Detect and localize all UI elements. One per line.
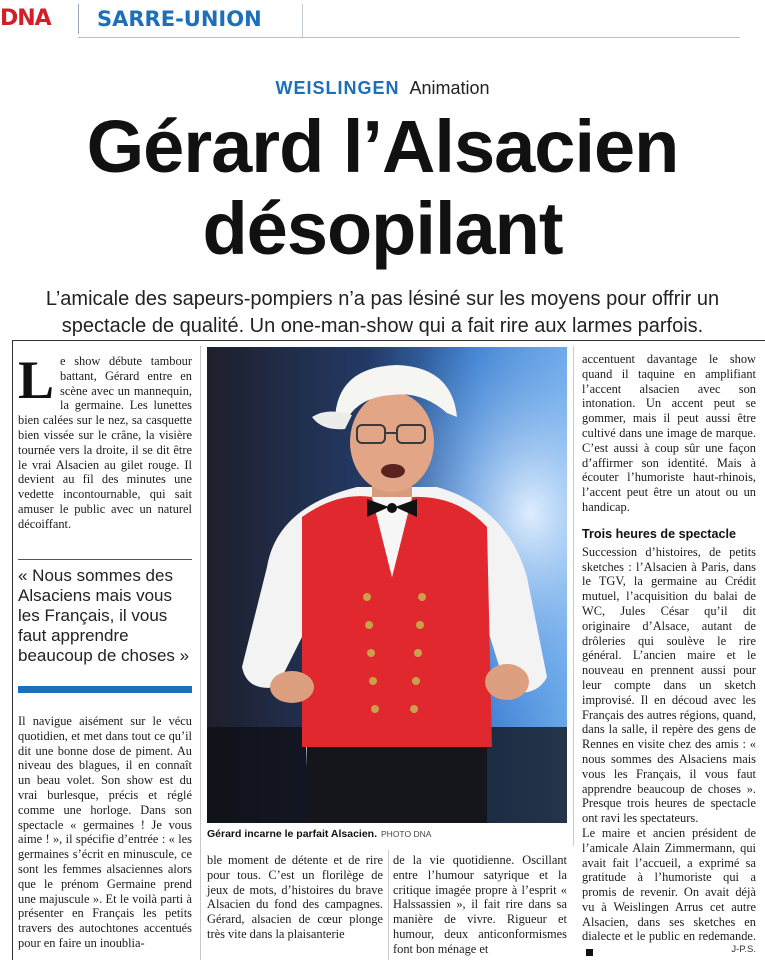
paragraph-6: Succession d’histoires, de petits sketches : l’Alsacien à Paris, dans le TGV, la germaine au Crédit mutuel, l’acquisition du balai de WC, Jules César qu’il dit originaire d’Alsace, autant de drôleries qui soulève le rire général. L’ancien maire et le nouveau en prennent aussi pour leur compte dans un sketch improvisé. Il en découd avec les Français des autres régions, quand, dans la salle, il repère des gens de Rennes en visite chez des amis : « nous sommes des Alsaciens mais vous les Français, il vous faut apprendre beaucoup de choses ». Presque trois heures de spectacle ont ravi les spectateurs.: [582, 544, 756, 826]
end-mark-icon: [586, 949, 593, 956]
article-column-1a: [18, 350, 192, 532]
paragraph-4: de la vie quotidienne. Oscillant entre l’humour satyrique et la critique imagée propre à l’esprit « Halssassien », il fait rire dans sa manière de vivre. Rigueur et humour, deux anticonformismes font bon ménage et: [393, 853, 567, 956]
pull-quote: « Nous sommes des Alsaciens mais vous les Français, il vous faut apprendre beaucoup de choses »: [18, 566, 190, 665]
caption-text: Gérard incarne le parfait Alsacien.: [207, 828, 378, 840]
article-photo[interactable]: [207, 347, 567, 823]
paragraph-2: Il navigue aisément sur le vécu quotidien, et met dans tout ce qu’il dit une bonne dose de piment. Au niveau des blagues, il en connaît un beau volet. Son show est du vrai burlesque, précis et réglé comme une horloge. Dans son spectacle « germaines ! Je vous aime ! », il spécifie d’entrée : « les germaines s’écrit en minuscule, ce sont les femmes alsaciennes alors que le prénom Germaine prend une majuscule ». Et le voilà parti à présenter en Français les petits travers des autochtones accentués pour en faire un inoublia-: [18, 714, 192, 950]
article-column-1b: [18, 714, 192, 951]
column-rule-2: [573, 346, 574, 846]
photo-credit: PHOTO DNA: [381, 829, 432, 839]
quote-accent-bar: [18, 686, 192, 693]
author-byline: J-P.S.: [731, 944, 756, 955]
header-rule: [78, 37, 740, 38]
article-column-4: [582, 352, 756, 959]
paragraph-3: ble moment de détente et de rire pour tous. C’est un florilège de jeux de mots, d’histoires du brave Alsacien du fond des campagnes. Gérard, alsacien de cœur plonge très vite dans la plaisanterie: [207, 853, 383, 941]
drop-cap: L: [18, 350, 55, 410]
column-rule-left: [12, 340, 13, 960]
newspaper-logo[interactable]: DNA: [0, 6, 51, 31]
page-header: [0, 0, 765, 38]
performer-photo-illustration: [207, 347, 567, 823]
article-kicker: [0, 76, 765, 100]
section-subtitle: Trois heures de spectacle: [582, 526, 736, 541]
article-headline: [0, 106, 765, 270]
kicker-section: Animation: [409, 78, 490, 98]
column-rule-1: [200, 346, 201, 960]
headline-line-1: Gérard l’Alsacien: [86, 105, 679, 188]
paragraph-1: e show débute tambour battant, Gérard entre en scène avec un mannequin, la germaine. Les lunettes bien calées sur le nez, sa casquette bien vissée sur le crâne, la visière tournée vers la droite, il se dit être le vrai Alsacien au gilet rouge. Il devient au fil des minutes une vedette incontournable, qui sait amuser le public avec un naturel décoiffant.: [18, 354, 192, 531]
article-subhead: [20, 286, 745, 340]
photo-caption: [207, 827, 567, 841]
subhead-line-2: spectacle de qualité. Un one-man-show qui a fait rire aux larmes parfois.: [61, 315, 704, 337]
header-divider: [302, 4, 740, 38]
edition-title[interactable]: SARRE-UNION: [78, 4, 308, 34]
paragraph-7: Le maire et ancien président de l’amicale Alain Zimmermann, qui avait fait l’accueil, a exprimé sa gratitude à l’humoriste qui a promis de revenir. On avait déjà vu à Weislingen Arrus cet autre Alsacien, dans ses sketches en dialecte et le public en redemande.: [582, 825, 756, 944]
body-top-rule: [12, 340, 765, 341]
article-column-3: [393, 853, 567, 957]
headline-line-2: désopilant: [202, 187, 563, 270]
quote-top-rule: [18, 559, 192, 560]
article-column-2: [207, 853, 383, 942]
paragraph-5: accentuent davantage le show quand il taquine en amplifiant l’accent alsacien avec son intonation. Un accent peut se gommer, mais il peut aussi être cultivé dans une image de marque. C’est aussi à coup sûr une façon d’affirmer son identité. Mais à écouter l’humoriste haut-rhinois, l’accent peut être un atout ou un handicap.: [582, 352, 756, 514]
kicker-place: WEISLINGEN: [275, 78, 400, 98]
column-rule-3: [388, 850, 389, 960]
subhead-line-1: L’amicale des sapeurs-pompiers n’a pas lésiné sur les moyens pour offrir un: [45, 288, 720, 310]
